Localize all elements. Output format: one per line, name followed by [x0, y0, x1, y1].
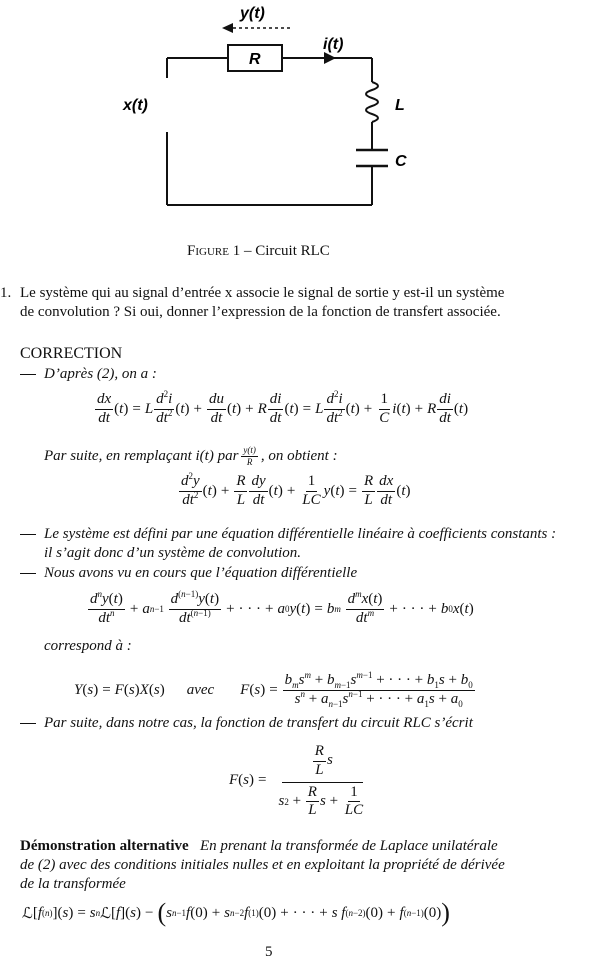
- equation-3: $d^ny(t)$ $dt^n$ + a n−1 $d^{(n-1)}y(t)$ $dt^{(n-1)}$ + · · · + a 0 y ( t ) = b m $d^mx(t)$ $dt^m$ + · · · + b 0 x ( t ): [90, 589, 474, 626]
- substitution-text-a: Par suite, en remplaçant i(t) par: [44, 448, 239, 465]
- item-3-text: Nous avons vu en cours que l’équation différentielle: [44, 565, 358, 581]
- question-line-1: Le système qui au signal d’entrée x associe le signal de sortie y est-il un système: [20, 285, 505, 301]
- substitution-text-b: , on obtient :: [260, 448, 338, 465]
- label-i: i(t): [323, 36, 344, 53]
- question-line-2: de convolution ? Si oui, donner l’expression de la fonction de transfert associée.: [20, 304, 501, 320]
- corresponds-text: correspond à :: [44, 638, 132, 654]
- rlc-circuit-diagram: [110, 0, 440, 225]
- demo-title: Démonstration alternative: [20, 838, 189, 854]
- correction-item-1: [20, 366, 157, 383]
- figure-caption: [187, 243, 330, 260]
- label-R: R: [249, 51, 261, 68]
- demo-line-1-text: En prenant la transformée de Laplace unilatérale: [199, 838, 498, 854]
- item-4-text: Par suite, dans notre cas, la fonction de transfert du circuit RLC s’écrit: [44, 715, 473, 731]
- item-2-line-1: Le système est défini par une équation différentielle linéaire à coefficients constants :: [44, 526, 557, 542]
- equation-4: Y ( s ) = F ( s ) X ( s ) avec F ( s ) = $b_ms^m + b_{m-1}s^{m-1}$ + · · · + $b_1s + b_0$ $s^n + a_{n-1}s^{n-1}$ + · · · + $a_1s + a_0$: [74, 670, 473, 709]
- demo-line-2: de (2) avec des conditions initiales nulles et en exploitant la propriété de dérivée: [20, 857, 505, 873]
- label-L: L: [395, 97, 405, 114]
- arrow-head-icon: [222, 23, 233, 33]
- caption-prefix: Figure 1: [187, 243, 241, 259]
- substitution-text: Par suite, en remplaçant i(t) par y(t) R , on obtient :: [44, 445, 338, 468]
- inductor-symbol: [366, 82, 378, 122]
- item-1-text: D’après (2), on a :: [44, 366, 157, 382]
- correction-item-4: [20, 715, 473, 732]
- avec-word: avec: [186, 681, 215, 698]
- caption-text: – Circuit RLC: [243, 243, 330, 259]
- equation-1: dx dt ( t ) = L $d^2i$ $dt^2$ ( t ) + $\frac{du}{dt}$ ( t ) + R di dt ( t ) = L $d^2i$ $dt^2$ ( t ) + $\frac{1}{C}$ i ( t ) + R di dt ( t ): [97, 389, 469, 426]
- correction-item-3: [20, 565, 357, 582]
- item-2-line-2: il s’agit donc d’un système de convolution.: [44, 545, 302, 561]
- current-arrow-icon: [324, 52, 336, 64]
- equation-5: F ( s ) = R L s s 2 + R L s + 1 LC: [229, 743, 364, 819]
- question-number: 1.: [0, 285, 12, 301]
- equation-2: $d^2y$ $dt^2$ ( t ) + $\frac{R}{L}$ dy dt ( t ) + $\frac{1}{LC}$ y ( t ) = $\frac{R}{L}$ dx dt ( t ): [181, 471, 411, 508]
- label-y: y(t): [240, 5, 265, 22]
- label-C: C: [395, 153, 407, 170]
- label-x: x(t): [123, 97, 148, 114]
- demo-line-1: [20, 838, 498, 855]
- demo-line-3: de la transformée: [20, 876, 126, 892]
- correction-item-2: [20, 526, 556, 543]
- laplace-equation: ℒ [ f (n) ]( s ) = s n ℒ [ f ]( s ) − ( s n−1 f (0) + s n−2 f (1) (0) + · · · + s f (n−2) (0) + f (n−1) (0) ): [22, 898, 450, 927]
- correction-heading: CORRECTION: [20, 345, 123, 362]
- page-number: 5: [265, 944, 273, 960]
